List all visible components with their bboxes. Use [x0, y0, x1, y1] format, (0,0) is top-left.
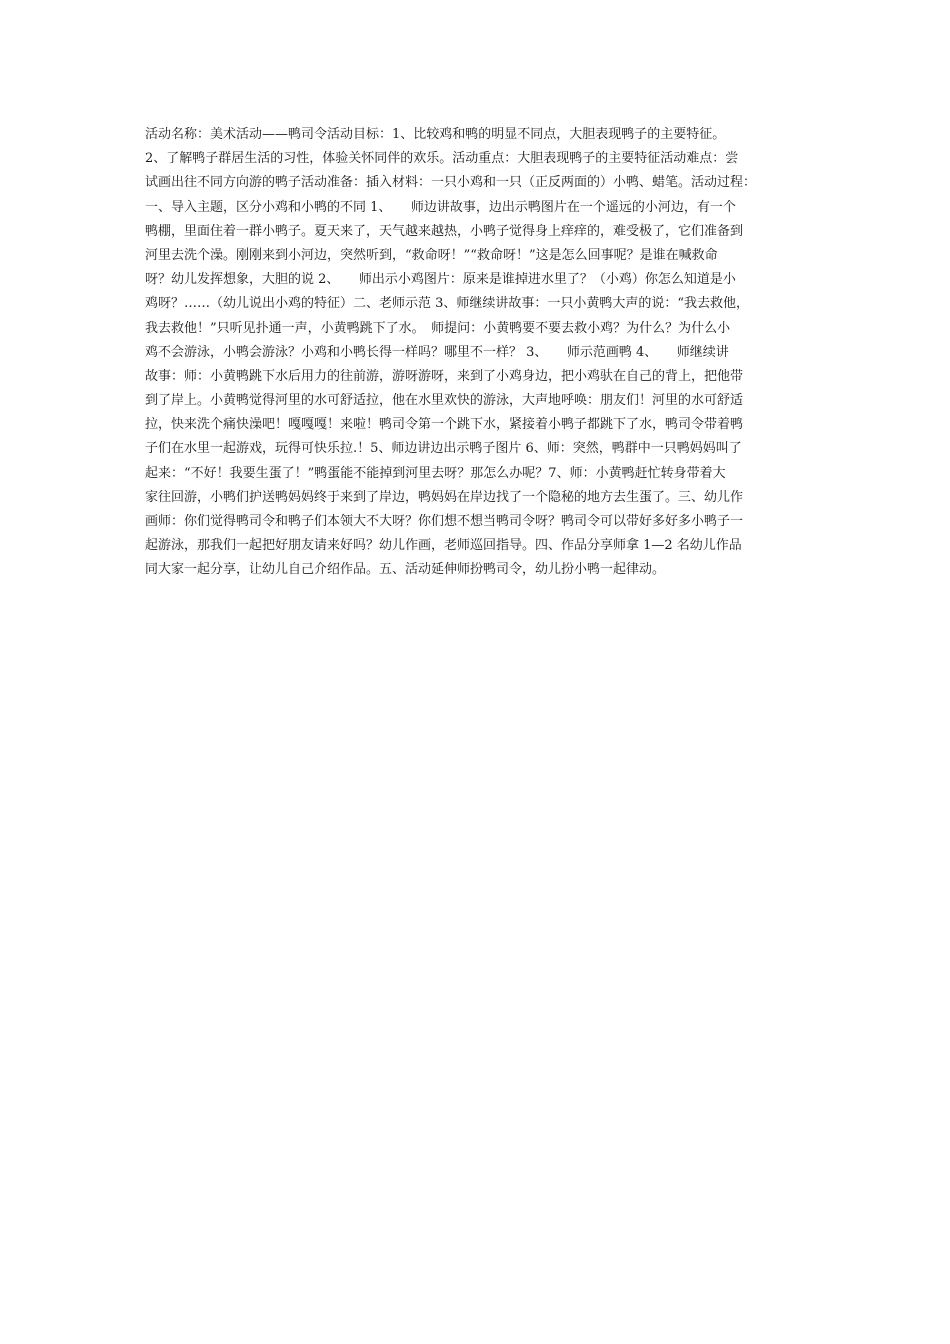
text-line: 子们在水里一起游戏，玩得可快乐拉.！5、师边讲边出示鸭子图片 6、师：突然，鸭群中一只鸭妈妈叫了: [145, 441, 742, 457]
text-line: 我去救他！”只听见扑通一声，小黄鸭跳下了水。 师提问：小黄鸭要不要去救小鸡？为什么？为什么小: [145, 320, 731, 336]
text-line: 一、导入主题，区分小鸡和小鸭的不同 1、 师边讲故事，边出示鸭图片在一个遥远的小河边，有一个: [145, 199, 736, 215]
text-line: 鸡不会游泳，小鸭会游泳？小鸡和小鸭长得一样吗？哪里不一样？ 3、 师示范画鸭 4、 师继续讲: [145, 344, 729, 360]
text-line: 起来：“不好！我要生蛋了！”鸭蛋能不能掉到河里去呀？那怎么办呢？7、师：小黄鸭赶忙转身带着大: [145, 465, 726, 481]
text-line: 河里去洗个澡。刚刚来到小河边，突然听到，“救命呀！”“救命呀！”这是怎么回事呢？是谁在喊救命: [145, 247, 718, 263]
text-line: 同大家一起分享，让幼儿自己介绍作品。五、活动延伸师扮鸭司令，幼儿扮小鸭一起律动。: [145, 562, 666, 578]
text-line: 拉，快来洗个痛快澡吧！嘎嘎嘎！来啦！鸭司令第一个跳下水，紧接着小鸭子都跳下了水，鸭司令带着鸭: [145, 417, 744, 433]
text-line: 故事：师：小黄鸭跳下水后用力的往前游，游呀游呀，来到了小鸡身边，把小鸡驮在自己的背上，把他带: [145, 368, 744, 384]
text-line: 呀？幼儿发挥想象，大胆的说 2、 师出示小鸡图片：原来是谁掉进水里了？（小鸡）你怎么知道是小: [145, 272, 736, 288]
text-line: 起游泳，那我们一起把好朋友请来好吗？幼儿作画，老师巡回指导。四、作品分享师拿 1—2 名幼儿作品: [145, 538, 742, 554]
text-line: 到了岸上。小黄鸭觉得河里的水可舒适拉，他在水里欢快的游泳，大声地呼唤：朋友们！河里的水可舒适: [145, 393, 744, 409]
text-line: 活动名称：美术活动——鸭司令活动目标：1、比较鸡和鸭的明显不同点，大胆表现鸭子的主要特征。: [145, 127, 726, 142]
text-line: 鸭棚，里面住着一群小鸭子。夏天来了，天气越来越热，小鸭子觉得身上痒痒的，难受极了，它们准备到: [145, 223, 744, 239]
text-line: 2、了解鸭子群居生活的习性，体验关怀同伴的欢乐。活动重点：大胆表现鸭子的主要特征活动难点：尝: [145, 151, 739, 167]
document-body: [145, 123, 813, 583]
text-line: 试画出往不同方向游的鸭子活动准备：插入材料：一只小鸡和一只（正反两面的）小鸭、蜡笔。活动过程：: [145, 175, 757, 191]
text-line: 鸡呀？……（幼儿说出小鸡的特征）二、老师示范 3、师继续讲故事：一只小黄鸭大声的说：“我去救他，: [145, 296, 750, 312]
text-line: 家往回游，小鸭们护送鸭妈妈终于来到了岸边，鸭妈妈在岸边找了一个隐秘的地方去生蛋了。三、幼儿作: [145, 489, 744, 505]
text-line: 画师：你们觉得鸭司令和鸭子们本领大不大呀？你们想不想当鸭司令呀？鸭司令可以带好多好多小鸭子一: [145, 514, 744, 529]
